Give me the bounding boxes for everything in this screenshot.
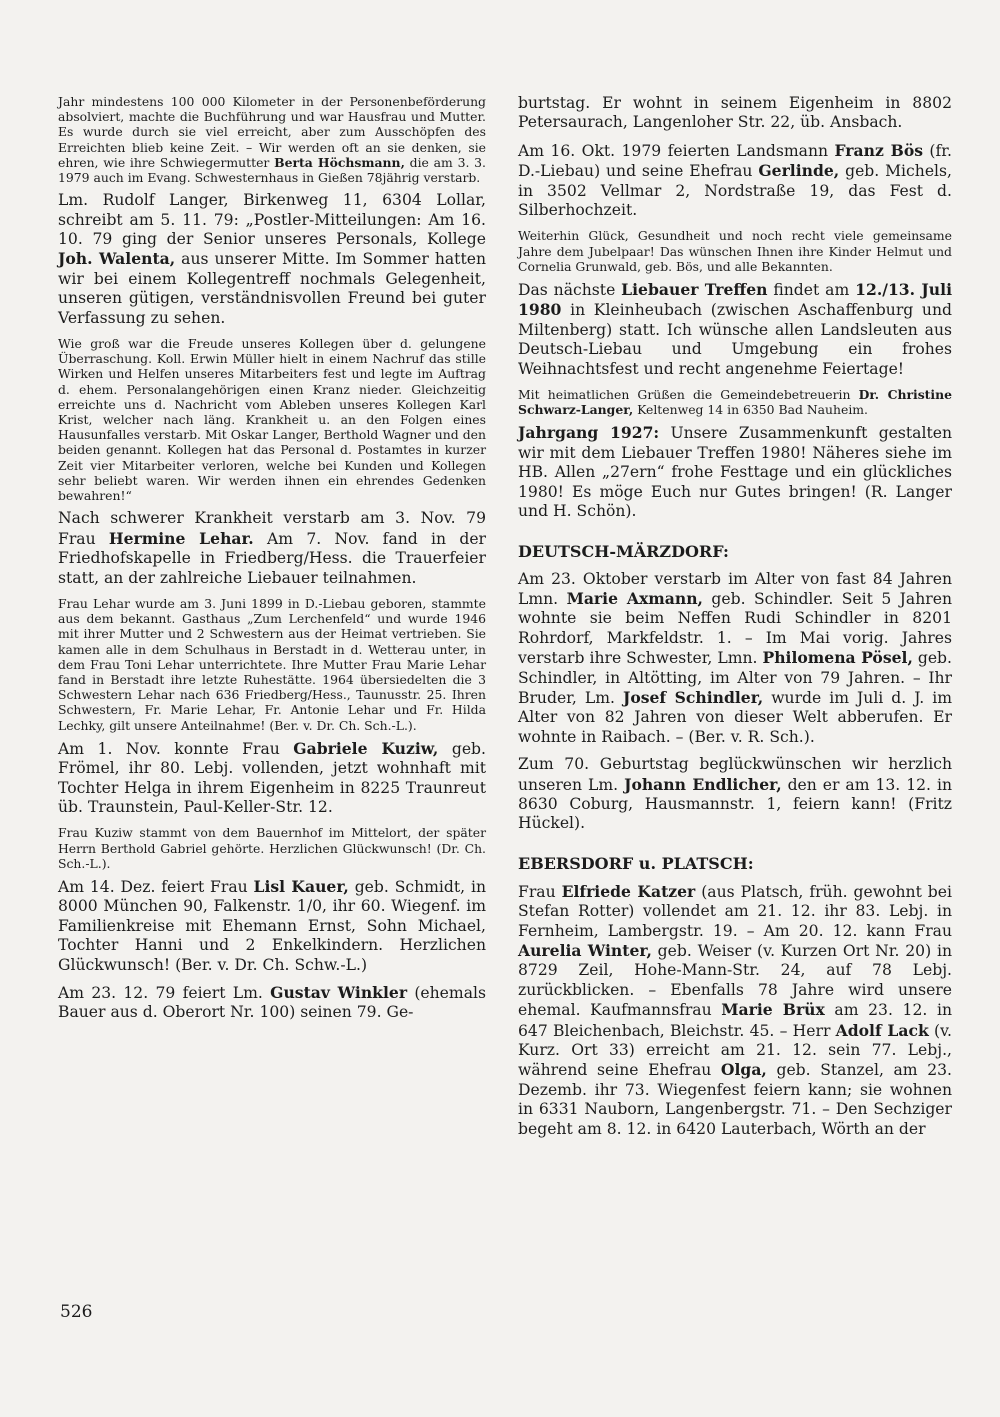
paragraph <box>518 570 952 748</box>
text-run: Frau Kuziw stammt von dem Bauernhof im Mittelort, der später Herrn Berthold Gabriel gehörte. Herzlichen Glückwunsch! (Dr. Ch. Sch.-L.). <box>58 825 486 871</box>
bold-name: Johann Endlicher, <box>624 774 782 794</box>
bold-name: Liebauer Treffen <box>621 280 768 300</box>
text-run: am 23. 12. in 647 Bleichenbach, Bleichstr. 45. – Herr <box>518 1001 952 1040</box>
text-run: burtstag. Er wohnt in seinem Eigenheim in 8802 Petersaurach, Langenloher Str. 22, üb. Ansbach. <box>518 94 952 132</box>
paragraph <box>518 755 952 834</box>
bold-name: Jahrgang 1927: <box>518 423 660 443</box>
bold-name: Marie Brüx <box>721 1000 825 1020</box>
paragraph <box>518 280 952 379</box>
bold-name: Hermine Lehar. <box>108 528 254 548</box>
text-run: geb. Michels, in 3502 Vellmar 2, Nordstraße 19, das Fest d. Silberhochzeit. <box>518 162 952 220</box>
bold-name: Gabriele Kuziw, <box>293 738 439 758</box>
paragraph <box>58 509 486 588</box>
paragraph <box>58 191 486 328</box>
bold-name: Marie Axmann, <box>566 588 703 608</box>
text-run: wurde im Juli d. J. im Alter von 82 Jahren von dieser Welt abberufen. Er wohnte in Raibach. – (Ber. v. R. Sch.). <box>518 688 952 746</box>
text-run: Unsere Zusammenkunft gestalten wir mit dem Liebauer Treffen 1980! Näheres siehe im HB. Allen „27ern“ frohe Festtage und ein glückliches 1980! Es möge Euch nur Gutes bringen! (R. Langer und H. Schön). <box>518 424 952 521</box>
text-run: Am 7. Nov. fand in der Friedhofskapelle in Friedberg/Hess. die Trauerfeier statt, an der zahlreiche Liebauer teilnahmen. <box>58 529 487 587</box>
paragraph <box>518 141 952 221</box>
text-run: Zum 70. Geburtstag beglückwünschen wir herzlich unseren Lm. <box>518 755 952 794</box>
text-run: die am 3. 3. 1979 auch im Evang. Schwesternhaus in Gießen 78jährig verstarb. <box>58 154 486 186</box>
paragraph <box>518 882 952 1139</box>
text-run: Am 14. Dez. feiert Frau <box>58 877 254 896</box>
paragraph <box>58 596 486 733</box>
paragraph <box>58 336 486 503</box>
paragraph <box>518 228 952 274</box>
paragraph <box>58 983 486 1023</box>
left-column <box>58 94 486 1031</box>
bold-name: Gerlinde, <box>758 161 840 181</box>
text-run: Frau <box>518 882 562 901</box>
paragraph <box>58 877 486 975</box>
bold-name: Franz Bös <box>834 140 924 160</box>
text-run: geb. Weiser (v. Kurzen Ort Nr. 20) in 8729 Zeil, Hohe-Mann-Str. 24, auf 78 Lebj. zurückblicken. – Ebenfalls 78 Jahre wird unsere ehemal. Kaufmannsfrau <box>518 942 952 1020</box>
paragraph <box>518 387 952 417</box>
text-run: geb. Frömel, ihr 80. Lebj. vollenden, jetzt wohnhaft mit Tochter Helga in ihrem Eigenheim in 8225 Traunreut üb. Traunstein, Paul-Keller-Str. 12. <box>58 739 486 816</box>
bold-name: EBERSDORF u. PLATSCH: <box>518 853 754 873</box>
text-run: Frau Lehar wurde am 3. Juni 1899 in D.-Liebau geboren, stammte aus dem bekannt. Gasthaus „Zum Lerchenfeld“ und wurde 1946 mit ihrer Mutter und 2 Schwestern aus der Heimat vertrieben. Sie kamen alle in dem Schulhaus in Berstadt in d. Wetterau unter, in dem Frau Toni Lehar unterrichtete. Ihre Mutter Frau Marie Lehar fand in Berstadt ihre letzte Ruhestätte. 1964 übersiedelten die 3 Schwestern Lehar nach 636 Friedberg/Hess., Taunusstr. 25. Ihren Schwestern, Fr. Marie Lehar, Fr. Antonie Lehar und Fr. Hilda Lechky, gilt unsere Anteilnahme! (Ber. v. Dr. Ch. Sch.-L.). <box>58 595 486 733</box>
text-run: Jahr mindestens 100 000 Kilometer in der Personenbeförderung absolviert, machte die Buchführung und war Hausfrau und Mutter. Es wurde durch sie viel erreicht, aber zum Ausschöpfen des Erreichten blieb keine Zeit. – Wir werden oft an sie denken, sie ehren, wie ihre Schwiegermutter <box>58 94 486 170</box>
text-run: Am 23. 12. 79 feiert Lm. <box>58 984 271 1003</box>
text-run: Weiterhin Glück, Gesundheit und noch recht viele gemeinsame Jahre dem Jubelpaar! Das wünschen Ihnen ihre Kinder Helmut und Cornelia Grunwald, geb. Bös, und alle Bekannten. <box>518 228 952 274</box>
bold-name: Adolf Lack <box>835 1020 929 1040</box>
text-run: (aus Platsch, früh. gewohnt bei Stefan Rotter) vollendet am 21. 12. ihr 83. Lebj. in Fernheim, Lambergstr. 19. – Am 20. 12. kann Frau <box>518 882 952 940</box>
bold-name: 12./13. Juli 1980 <box>518 280 952 320</box>
text-run: Am 23. Oktober verstarb im Alter von fast 84 Jahren Lmn. <box>518 569 952 608</box>
text-run: den er am 13. 12. in 8630 Coburg, Hausmannstr. 1, feiern kann! (Fritz Hückel). <box>518 775 953 833</box>
bold-name: Olga, <box>720 1060 767 1080</box>
text-run: (fr. D.-Liebau) und seine Ehefrau <box>518 141 952 181</box>
text-run: in Kleinheubach (zwischen Aschaffenburg und Miltenberg) statt. Ich wünsche allen Landsleuten aus Deutsch-Liebau und Umgebung ein frohes Weihnachtsfest und recht angenehme Feiertage! <box>518 301 952 378</box>
section-heading <box>518 542 952 562</box>
text-run: geb. Schindler. Seit 5 Jahren wohnte sie beim Neffen Rudi Schindler in 8201 Rohrdorf, Markfeldstr. 1. – Im Mai vorig. Jahres verstarb ihre Schwester, Lmn. <box>518 589 952 668</box>
bold-name: Philomena Pösel, <box>762 648 913 668</box>
text-run: Mit heimatlichen Grüßen die Gemeindebetreuerin <box>518 387 859 403</box>
paragraph <box>58 94 486 185</box>
bold-name: Berta Höchsmann, <box>274 154 405 170</box>
paragraph <box>518 94 952 133</box>
text-run: Nach schwerer Krankheit verstarb am 3. Nov. 79 Frau <box>58 509 486 548</box>
section-heading <box>518 854 952 874</box>
paragraph <box>58 825 486 871</box>
text-run: Das nächste <box>518 281 622 300</box>
text-run: aus unserer Mitte. Im Sommer hatten wir bei einem Kollegentreff nochmals Gelegenheit, unseren gütigen, verständnisvollen Freund bei guter Verfassung zu sehen. <box>58 250 486 327</box>
paragraph <box>58 739 486 818</box>
text-run: (v. Kurz. Ort 33) erreicht am 21. 12. sein 77. Lebj., während seine Ehefrau <box>518 1021 952 1080</box>
text-run: Wie groß war die Freude unseres Kollegen über d. gelungene Überraschung. Koll. Erwin Müller hielt in einem Nachruf das stille Wirken und Helfen unseres Mitarbeiters fest und legte im Auftrag d. ehem. Personalangehörigen einen Kranz nieder. Gleichzeitig erreichte uns d. Nachricht vom Ableben unseres Kollegen Karl Krist, welcher nach läng. Krankheit u. an den Folgen eines Hausunfalles verstarb. Mit Oskar Langer, Berthold Wagner und den beiden genannt. Kollegen hat das Personal d. Postamtes in kurzer Zeit vier Mitarbeiter verloren, welche bei Kunden und Kollegen sehr beliebt waren. Wir werden ihnen ein ehrendes Gedenken bewahren!“ <box>58 336 486 504</box>
text-run: Am 1. Nov. konnte Frau <box>58 739 294 758</box>
bold-name: Joh. Walenta, <box>58 249 176 269</box>
bold-name: Josef Schindler, <box>622 687 764 707</box>
page-number: 526 <box>60 1302 93 1322</box>
bold-name: Gustav Winkler <box>270 983 408 1003</box>
text-run: (ehemals Bauer aus d. Oberort Nr. 100) seinen 79. Ge- <box>58 984 486 1022</box>
text-run: findet am <box>767 281 856 300</box>
text-run: geb. Schindler, in Altötting, im Alter von 79 Jahren. – Ihr Bruder, Lm. <box>518 649 952 707</box>
text-run: Keltenweg 14 in 6350 Bad Nauheim. <box>633 402 868 418</box>
text-run: geb. Stanzel, am 23. Dezemb. ihr 73. Wiegenfest feiern kann; sie wohnen in 6331 Nauborn, Langenbergstr. 71. – Den Sechziger begeht am 8. 12. in 6420 Lauterbach, Wörth an der <box>518 1061 952 1138</box>
bold-name: Dr. Christine Schwarz-Langer, <box>518 387 952 418</box>
bold-name: Aurelia Winter, <box>518 941 652 961</box>
text-run: Am 16. Okt. 1979 feierten Landsmann <box>518 141 835 160</box>
paragraph <box>518 423 952 521</box>
text-run: Lm. Rudolf Langer, Birkenweg 11, 6304 Lollar, schreibt am 5. 11. 79: „Postler-Mitteilungen: Am 16. 10. 79 ging der Senior unseres Personals, Kollege <box>58 191 486 249</box>
bold-name: Elfriede Katzer <box>561 881 696 901</box>
right-column <box>518 94 952 1147</box>
bold-name: Lisl Kauer, <box>253 876 349 896</box>
bold-name: DEUTSCH-MÄRZDORF: <box>518 541 729 561</box>
text-run: geb. Schmidt, in 8000 München 90, Falkenstr. 1/0, ihr 60. Wiegenf. im Familienkreise mit Ehemann Ernst, Sohn Michael, Tochter Hanni und 2 Enkelkindern. Herzlichen Glückwunsch! (Ber. v. Dr. Ch. Schw.-L.) <box>58 877 486 974</box>
